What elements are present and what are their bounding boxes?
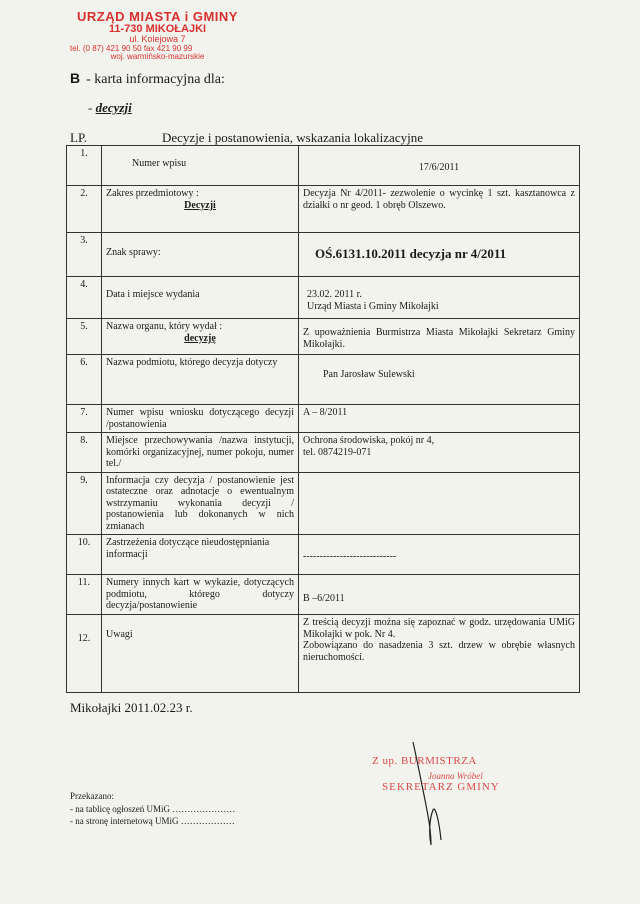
row-label: Nazwa podmiotu, którego decyzja dotyczy [102,355,299,405]
signature-stamp [372,755,542,793]
table-row [67,472,580,535]
row-label: Informacja czy decyzja / postanowienie jest ostateczne oraz adnotacje o ewentualnym wstrzymaniu wykonania decyzji / postanowienia lub dokonanych w nich zmianach [102,472,299,535]
row-number: 11. [67,575,102,615]
footer-title: Przekazano: [70,791,114,801]
row-label-text: Uwagi [106,629,133,640]
subhead-text: decyzji [95,100,132,115]
row-label-text: Numer wpisu [132,158,187,169]
row-value-text: Ochrona środowiska, pokój nr 4, [303,435,435,446]
row-value-text: 17/6/2011 [418,162,460,173]
stamp-line-4: tel. (0 87) 421 90 50 fax 421 90 99 [70,43,193,53]
row-value [299,277,580,319]
row-value-sub: tel. 0874219-071 [303,446,372,458]
row-value-text: Z treścią decyzji można się zapoznać w godz. urzędowania UMiG Mikołajki w pok. Nr 4. [303,617,575,640]
row-value [299,233,580,277]
stamp-line-1: URZĄD MIASTA i GMINY [77,9,238,24]
row-value [299,146,580,186]
row-label: Miejsce przechowywania /nazwa instytucji, komórki organizacyjnej, numer pokoju, numer tel./ [102,433,299,473]
row-label [102,186,299,233]
row-label [102,233,299,277]
sign-stamp-line-2: Joanna Wróbel [428,771,483,781]
footer-line-2: - na stronę internetową UMiG ……………… [70,816,235,827]
row-number: 8. [67,433,102,473]
card-subhead [88,100,132,116]
row-value-text: OŚ.6131.10.2011 decyzja nr 4/2011 [315,246,507,261]
row-number: 5. [67,319,102,355]
heading-text: - karta informacyjna dla: [86,72,225,87]
row-value-text: ---------------------------- [303,551,397,562]
footer-notes [70,790,235,828]
row-label-text: Znak sprawy: [106,247,161,258]
issue-date: Mikołajki 2011.02.23 r. [70,700,193,715]
table-row [67,535,580,575]
row-number: 10. [67,535,102,575]
table-row [67,319,580,355]
row-number: 7. [67,405,102,433]
row-label [102,277,299,319]
row-value [299,186,580,233]
row-label: Numery innych kart w wykazie, dotyczących podmiotu, którego dotyczy decyzja/postanowienie [102,575,299,615]
row-label-sub: decyzję [184,332,216,344]
table-row [67,615,580,693]
row-number: 1. [67,146,102,186]
stamp-line-2: 11-730 MIKOŁAJKI [108,22,207,35]
row-value-sub: Urząd Miasta i Gminy Mikołajki [307,300,439,312]
info-table [66,145,580,693]
row-value [299,319,580,355]
table-row [67,355,580,405]
row-label [102,146,299,186]
row-label [102,615,299,693]
row-value-text: 23.02. 2011 r. [307,289,362,300]
row-label-text: Zakres przedmiotowy : [106,188,199,199]
row-value [299,575,580,615]
stamp-line-5: woj. warmińsko-mazurskie [110,52,205,62]
office-stamp [70,10,245,61]
table-row [67,433,580,473]
subhead-prefix: - [88,100,93,115]
row-value-text: Pan Jarosław Sulewski [323,369,415,380]
row-number: 6. [67,355,102,405]
row-label [102,319,299,355]
heading-letter: B [70,70,81,86]
table-row [67,277,580,319]
row-number: 2. [67,186,102,233]
table-title: Decyzje i postanowienia, wskazania lokalizacyjne [162,130,423,145]
row-value [299,615,580,693]
row-number-text: 12. [77,633,91,644]
row-value [299,472,580,535]
table-row [67,405,580,433]
row-value [299,535,580,575]
row-value [299,433,580,473]
row-label: Zastrzeżenia dotyczące nieudostępniania informacji [102,535,299,575]
row-label-text: Nazwa organu, który wydał : [106,321,223,332]
row-value-text: B –6/2011 [303,593,345,604]
row-value [299,355,580,405]
table-row [67,186,580,233]
row-value-text: Z upoważnienia Burmistrza Miasta Mikołajki Sekretarz Gminy Mikołajki. [303,327,575,350]
row-label-sub: Decyzji [184,199,216,211]
row-number: 3. [67,233,102,277]
row-label: Numer wpisu wniosku dotyczącego decyzji /postanowienia [102,405,299,433]
row-label-text: Data i miejsce wydania [106,289,200,300]
lp-label: LP. [70,130,87,145]
row-number: 4. [67,277,102,319]
row-value-text: Decyzja Nr 4/2011- zezwolenie o wycinkę 1 szt. kasztanowca z działki o nr geod. 1 obręb Olszewo. [303,188,575,211]
stamp-line-3: ul. Kolejowa 7 [129,34,186,45]
sign-stamp-line-3: SEKRETARZ GMINY [382,781,500,793]
row-number [67,615,102,693]
sign-stamp-line-1: Z up. BURMISTRZA [372,755,477,767]
row-number: 9. [67,472,102,535]
footer-line-1: - na tablicę ogłoszeń UMiG ………………… [70,803,236,814]
card-heading [70,70,225,88]
table-row [67,233,580,277]
row-value-sub: Zobowiązano do nasadzenia 3 szt. drzew w obrębie własnych nieruchomości. [303,640,575,663]
table-row [67,146,580,186]
row-value: A – 8/2011 [299,405,580,433]
table-row [67,575,580,615]
